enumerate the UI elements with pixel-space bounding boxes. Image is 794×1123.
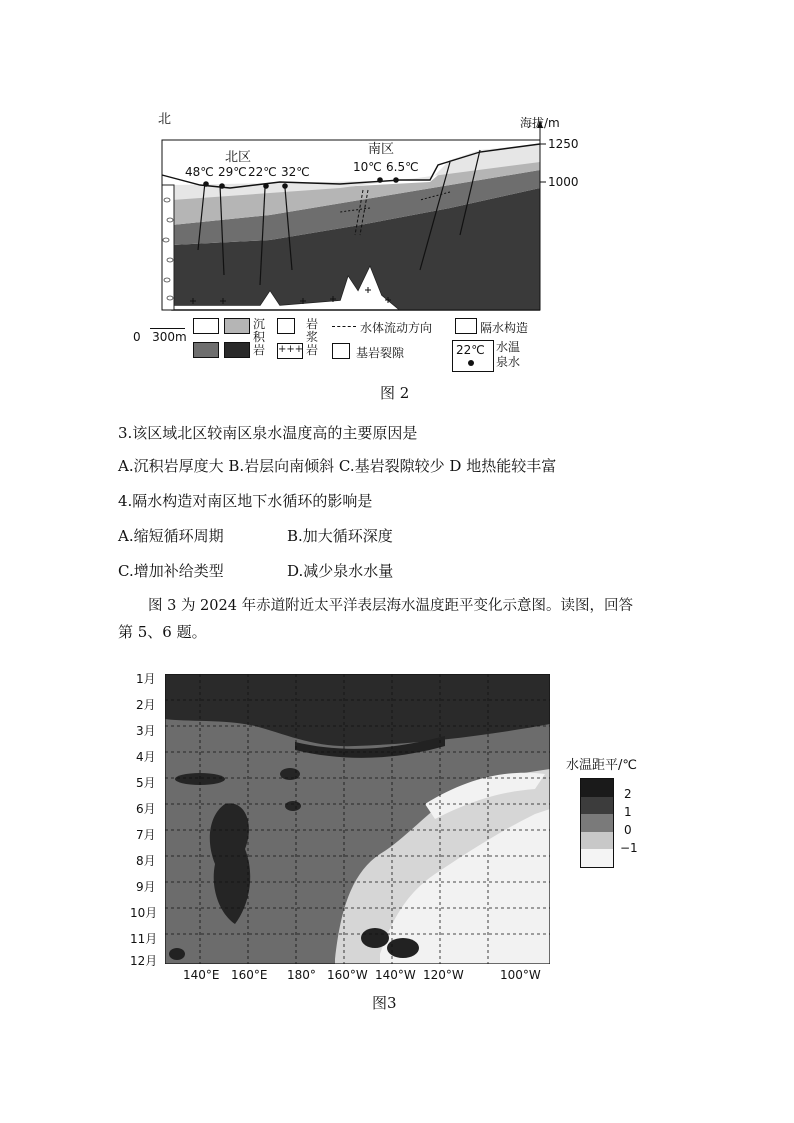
month-label: 1月 [136, 672, 156, 686]
legend-swatch [581, 797, 613, 815]
color-legend [580, 778, 614, 868]
legend-swatch [581, 814, 613, 832]
legend-value: 1 [624, 805, 632, 819]
legend-value: −1 [620, 841, 638, 855]
legend-sediment-white [193, 318, 219, 334]
temp-48: 48℃ [185, 165, 214, 179]
month-label: 9月 [136, 880, 156, 894]
temp-32: 32℃ [281, 165, 310, 179]
warm-blob-jun [285, 801, 301, 811]
legend-flow-arrow-icon [332, 326, 356, 327]
south-zone-label: 南区 [368, 142, 395, 157]
temp-10: 10℃ [353, 160, 382, 174]
figure-3-anomaly-map [165, 674, 550, 964]
scale-bar-label: 0 300m [133, 330, 187, 344]
longitude-label: 160°W [327, 968, 368, 982]
north-label: 北 [158, 112, 172, 127]
legend-barrier-icon [455, 318, 477, 334]
question-3-stem: 3.该区域北区较南区泉水温度高的主要原因是 [118, 424, 418, 442]
legend-value: 2 [624, 787, 632, 801]
altitude-1000: 1000 [548, 175, 579, 189]
question-4-option-c: C.增加补给类型 [118, 562, 224, 580]
legend-magmatic-box: +++ [277, 343, 303, 359]
legend-sedimentary-label: 沉积岩 [253, 317, 266, 357]
legend-sediment-dark [224, 342, 250, 358]
longitude-label: 100°W [500, 968, 541, 982]
temp-6-5: 6.5℃ [386, 160, 419, 174]
legend-flow-label: 水体流动方向 [360, 321, 433, 335]
longitude-label: 120°W [423, 968, 464, 982]
month-label: 6月 [136, 802, 156, 816]
month-label: 12月 [130, 954, 158, 968]
month-label: 10月 [130, 906, 158, 920]
legend-swatch [581, 832, 613, 850]
legend-magmatic-label: 岩浆岩 [306, 317, 319, 357]
longitude-label: 140°W [375, 968, 416, 982]
intro-line-1: 图 3 为 2024 年赤道附近太平洋表层海水温度距平变化示意图。读图，回答 [148, 598, 634, 614]
longitude-label: 160°E [231, 968, 268, 982]
legend-swatch [581, 849, 613, 867]
legend-sediment-mid [193, 342, 219, 358]
altitude-1250: 1250 [548, 137, 579, 151]
temp-29: 29℃ [218, 165, 247, 179]
longitude-label: 180° [287, 968, 316, 982]
legend-value: 0 [624, 823, 632, 837]
legend-title: 水温距平/℃ [566, 758, 637, 773]
question-4-option-a: A.缩短循环周期 [118, 527, 224, 545]
altitude-axis-label: 海拔/m [520, 116, 560, 130]
legend-conglomerate-box [277, 318, 295, 334]
intro-line-2: 第 5、6 题。 [118, 623, 207, 641]
legend-fracture-icon [332, 343, 350, 359]
question-4-option-d: D.减少泉水水量 [287, 562, 394, 580]
legend-swatches [581, 779, 613, 867]
month-label: 5月 [136, 776, 156, 790]
spring-icon [468, 360, 474, 366]
month-label: 2月 [136, 698, 156, 712]
question-4-option-b: B.加大循环深度 [287, 527, 393, 545]
figure-3-caption: 图3 [372, 994, 397, 1012]
legend-spring-label: 水温泉水 [496, 340, 521, 369]
legend-sediment-light [224, 318, 250, 334]
scale-bar [150, 328, 185, 329]
month-label: 3月 [136, 724, 156, 738]
warm-blob-nov [361, 928, 389, 948]
month-label: 7月 [136, 828, 156, 842]
legend-spring-temp: 22℃ [456, 343, 485, 357]
month-label: 11月 [130, 932, 158, 946]
month-label: 8月 [136, 854, 156, 868]
legend-fracture-label: 基岩裂隙 [356, 346, 405, 360]
legend-barrier-label: 隔水构造 [480, 321, 529, 335]
month-label: 4月 [136, 750, 156, 764]
left-column [162, 185, 174, 310]
figure-2-caption: 图 2 [380, 384, 410, 402]
temp-22: 22℃ [248, 165, 277, 179]
warm-blob-dec [169, 948, 185, 960]
question-3-options: A.沉积岩厚度大 B.岩层向南倾斜 C.基岩裂隙较少 D 地热能较丰富 [118, 457, 557, 475]
longitude-label: 140°E [183, 968, 220, 982]
legend-swatch [581, 779, 613, 797]
north-zone-label: 北区 [225, 150, 252, 165]
question-4-stem: 4.隔水构造对南区地下水循环的影响是 [118, 492, 373, 510]
